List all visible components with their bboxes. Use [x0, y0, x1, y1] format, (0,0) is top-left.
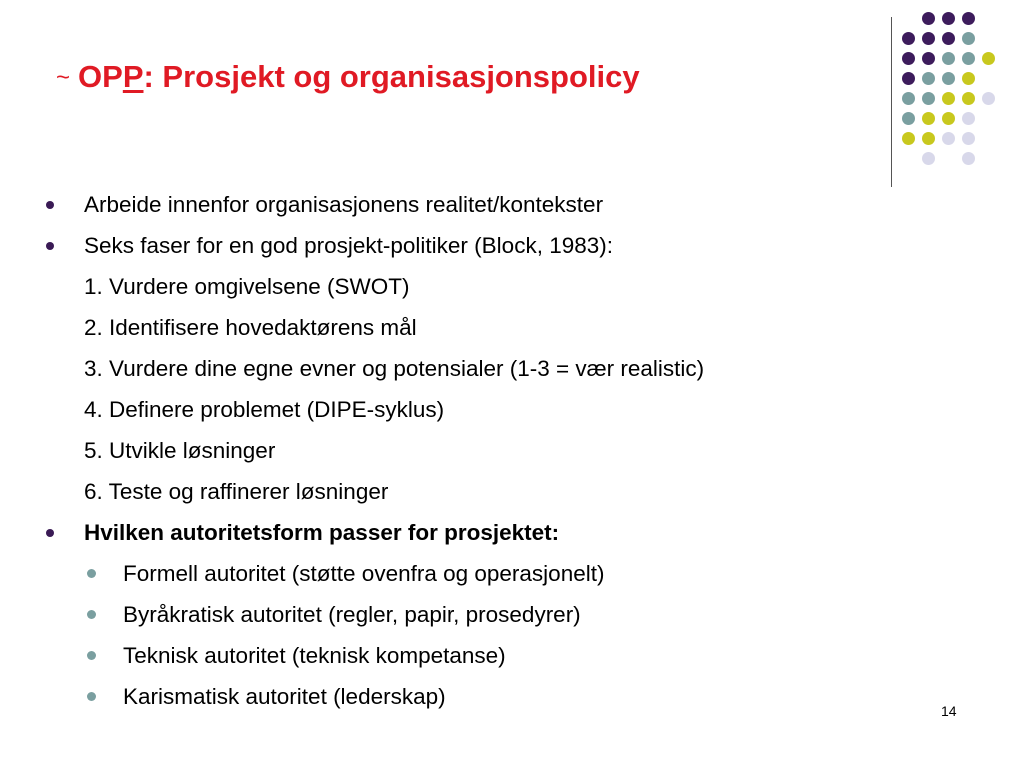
bullet-dot-icon — [87, 692, 96, 701]
decorative-dot — [922, 152, 935, 165]
title-rest: : Prosjekt og organisasjonspolicy — [143, 59, 640, 94]
decorative-dot — [962, 52, 975, 65]
decorative-dot — [922, 132, 935, 145]
divider-line — [891, 17, 892, 187]
decorative-dot — [902, 72, 915, 85]
bullet-text: 2. Identifisere hovedaktørens mål — [84, 315, 417, 340]
decorative-dot — [962, 72, 975, 85]
decorative-dot — [962, 12, 975, 25]
bullet-text: Karismatisk autoritet (lederskap) — [123, 684, 446, 709]
bullet-dot-icon — [87, 651, 96, 660]
numbered-step — [44, 471, 904, 512]
bullet-text: 4. Definere problemet (DIPE-syklus) — [84, 397, 445, 422]
decorative-dot — [942, 72, 955, 85]
decorative-dot — [922, 72, 935, 85]
bullet-item — [44, 553, 904, 594]
decorative-dot — [962, 92, 975, 105]
bullet-dot-icon — [46, 201, 54, 209]
title-underlined-letter: P — [122, 59, 144, 94]
decorative-dot — [962, 152, 975, 165]
bullet-item — [44, 635, 904, 676]
decorative-dot — [942, 52, 955, 65]
decorative-dot — [942, 92, 955, 105]
decorative-dot — [962, 112, 975, 125]
decorative-dot — [902, 92, 915, 105]
bullet-text: 3. Vurdere dine egne evner og potensialer (1-3 = vær realistic) — [84, 356, 705, 381]
bullet-text: Byråkratisk autoritet (regler, papir, prosedyrer) — [123, 602, 581, 627]
bullet-dot-icon — [87, 610, 96, 619]
bullet-text: Formell autoritet (støtte ovenfra og operasjonelt) — [123, 561, 605, 586]
decorative-dot — [922, 12, 935, 25]
decorative-dot — [962, 32, 975, 45]
decorative-dot — [962, 132, 975, 145]
bullet-dot-icon — [87, 569, 96, 578]
decorative-dot — [922, 92, 935, 105]
numbered-step — [44, 348, 904, 389]
decorative-dot — [922, 52, 935, 65]
decorative-dot — [902, 112, 915, 125]
bullet-item — [44, 676, 904, 717]
decorative-dot — [982, 92, 995, 105]
bullet-text: 5. Utvikle løsninger — [84, 438, 276, 463]
slide-body — [44, 184, 904, 717]
decorative-dot — [942, 12, 955, 25]
title-tilde: ~ — [56, 64, 71, 91]
numbered-step — [44, 307, 904, 348]
decorative-dot — [942, 132, 955, 145]
bullet-item — [44, 512, 904, 553]
decorative-dot — [902, 32, 915, 45]
slide-title — [56, 52, 640, 102]
decorative-dot-grid — [902, 12, 1012, 172]
bullet-item — [44, 225, 904, 266]
decorative-dot — [942, 112, 955, 125]
decorative-dot — [902, 52, 915, 65]
bullet-text: Hvilken autoritetsform passer for prosjektet: — [84, 520, 560, 545]
bullet-text: 6. Teste og raffinerer løsninger — [84, 479, 389, 504]
numbered-step — [44, 430, 904, 471]
bullet-item — [44, 594, 904, 635]
bullet-dot-icon — [46, 529, 54, 537]
bullet-item — [44, 184, 904, 225]
decorative-dot — [902, 132, 915, 145]
decorative-dot — [922, 32, 935, 45]
numbered-step — [44, 389, 904, 430]
bullet-dot-icon — [46, 242, 54, 250]
numbered-step — [44, 266, 904, 307]
decorative-dot — [922, 112, 935, 125]
decorative-dot — [982, 52, 995, 65]
bullet-text: Arbeide innenfor organisasjonens realitet/kontekster — [84, 192, 604, 217]
bullet-text: Teknisk autoritet (teknisk kompetanse) — [123, 643, 506, 668]
page-number: 14 — [941, 703, 957, 719]
bullet-text: 1. Vurdere omgivelsene (SWOT) — [84, 274, 410, 299]
title-prefix: OP — [78, 59, 123, 94]
bullet-text: Seks faser for en god prosjekt-politiker (Block, 1983): — [84, 233, 613, 258]
decorative-dot — [942, 32, 955, 45]
